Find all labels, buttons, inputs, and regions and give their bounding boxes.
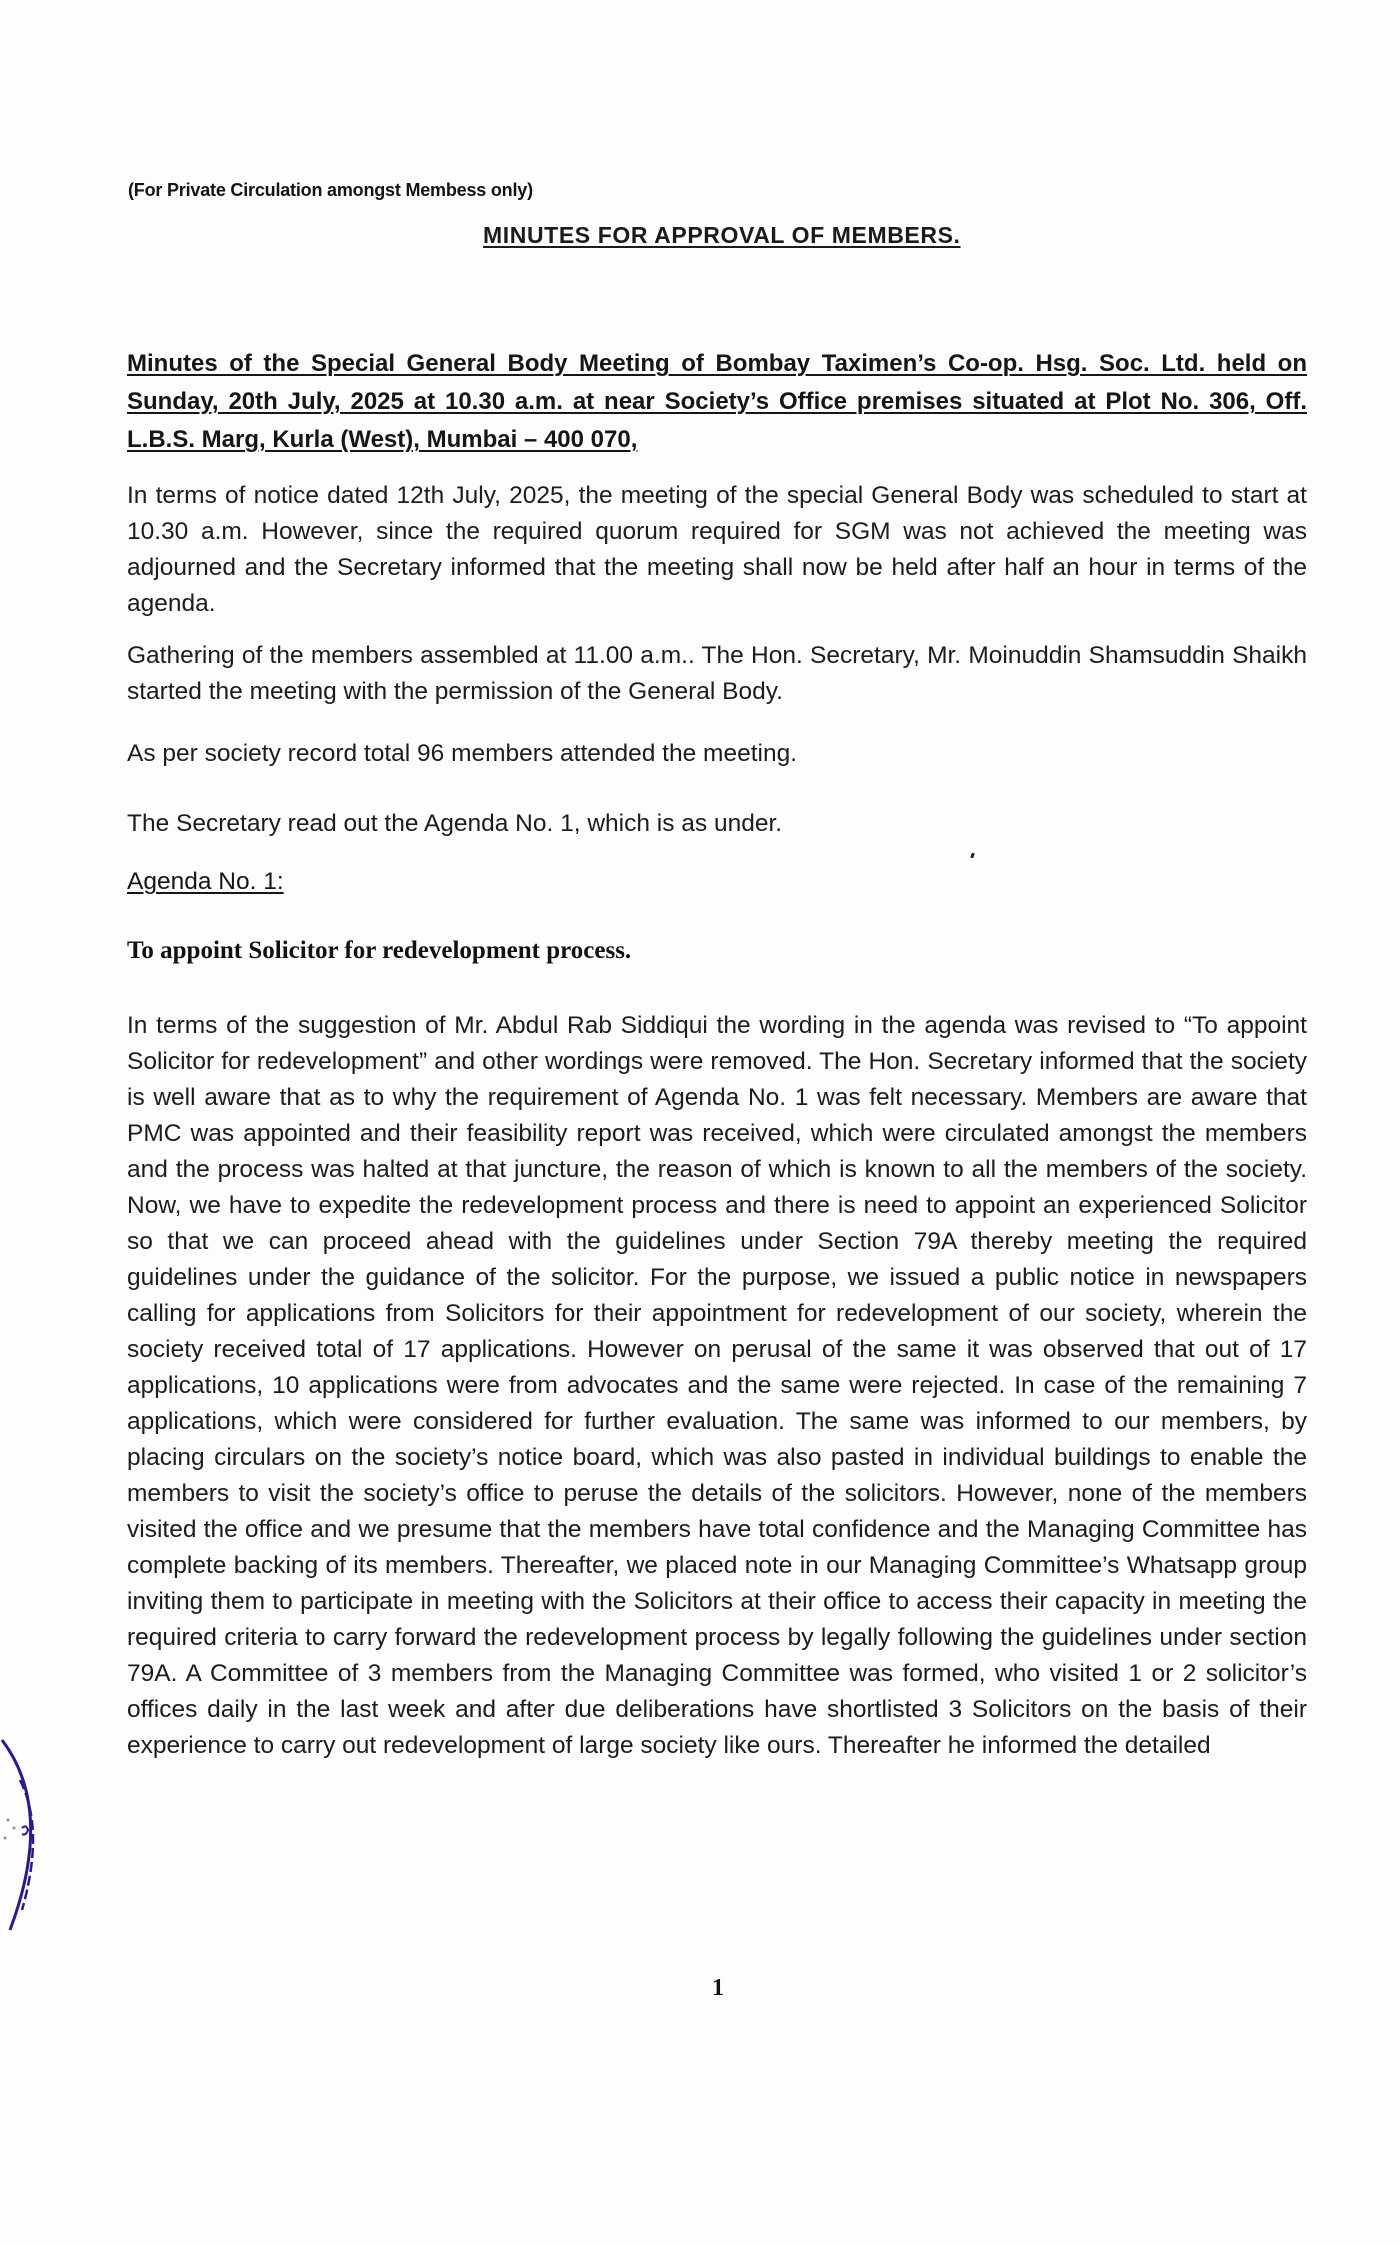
page-number: 1	[712, 1975, 724, 2001]
circulation-note: (For Private Circulation amongst Membess only)	[128, 180, 533, 200]
paragraph-agenda-intro: The Secretary read out the Agenda No. 1, which is as under.	[127, 810, 783, 837]
paragraph-gathering: Gathering of the members assembled at 11.00 a.m.. The Hon. Secretary, Mr. Moinuddin Shamsuddin Shaikh started the meeting with the permission of the General Body.	[127, 642, 1307, 705]
agenda-subject: To appoint Solicitor for redevelopment process.	[127, 937, 632, 964]
meeting-heading: Minutes of the Special General Body Meeting of Bombay Taximen’s Co-op. Hsg. Soc. Ltd. held on Sunday, 20th July, 2025 at 10.30 a.m. at near Society’s Office premises situated at Plot No. 306, Off. L.B.S. Marg, Kurla (West), Mumbai – 400 070,	[127, 350, 1307, 453]
scan-speck	[970, 853, 975, 859]
document-title: MINUTES FOR APPROVAL OF MEMBERS.	[483, 222, 961, 248]
agenda-body: In terms of the suggestion of Mr. Abdul Rab Siddiqui the wording in the agenda was revised to “To appoint Solicitor for redevelopment” and other wordings were removed. The Hon. Secretary informed that the society is well aware that as to why the requirement of Agenda No. 1 was felt necessary. Members are aware that PMC was appointed and their feasibility report was received, which were circulated amongst the members and the process was halted at that juncture, the reason of which is known to all the members of the society. Now, we have to expedite the redevelopment process and there is need to appoint an experienced Solicitor so that we can proceed ahead with the guidelines under Section 79A thereby meeting the required guidelines under the guidance of the solicitor. For the purpose, we issued a public notice in newspapers calling for applications from Solicitors for their appointment for redevelopment of our society, wherein the society received total of 17 applications. However on perusal of the same it was observed that out of 17 applications, 10 applications were from advocates and the same were rejected. In case of the remaining 7 applications, which were considered for further evaluation. The same was informed to our members, by placing circulars on the society’s notice board, which was also pasted in individual buildings to enable the members to visit the society’s office to peruse the details of the solicitors. However, none of the members visited the office and we presume that the members have total confidence and the Managing Committee has complete backing of its members. Thereafter, we placed note in our Managing Committee’s Whatsapp group inviting them to participate in meeting with the Solicitors at their office to access their capacity in meeting the required criteria to carry forward the redevelopment process by legally following the guidelines under section 79A. A Committee of 3 members from the Managing Committee was formed, who visited 1 or 2 solicitor’s offices daily in the last week and after due deliberations have shortlisted 3 Solicitors on the basis of their experience to carry out redevelopment of large society like ours. Thereafter he informed the detailed	[127, 1012, 1307, 1759]
paragraph-notice: In terms of notice dated 12th July, 2025, the meeting of the special General Body was scheduled to start at 10.30 a.m. However, since the required quorum required for SGM was not achieved the meeting was adjourned and the Secretary informed that the meeting shall now be held after half an hour in terms of the agenda.	[127, 482, 1307, 617]
agenda-label: Agenda No. 1:	[127, 868, 284, 895]
paragraph-attendance: As per society record total 96 members attended the meeting.	[127, 740, 798, 767]
rubber-stamp-icon	[0, 1720, 60, 1940]
